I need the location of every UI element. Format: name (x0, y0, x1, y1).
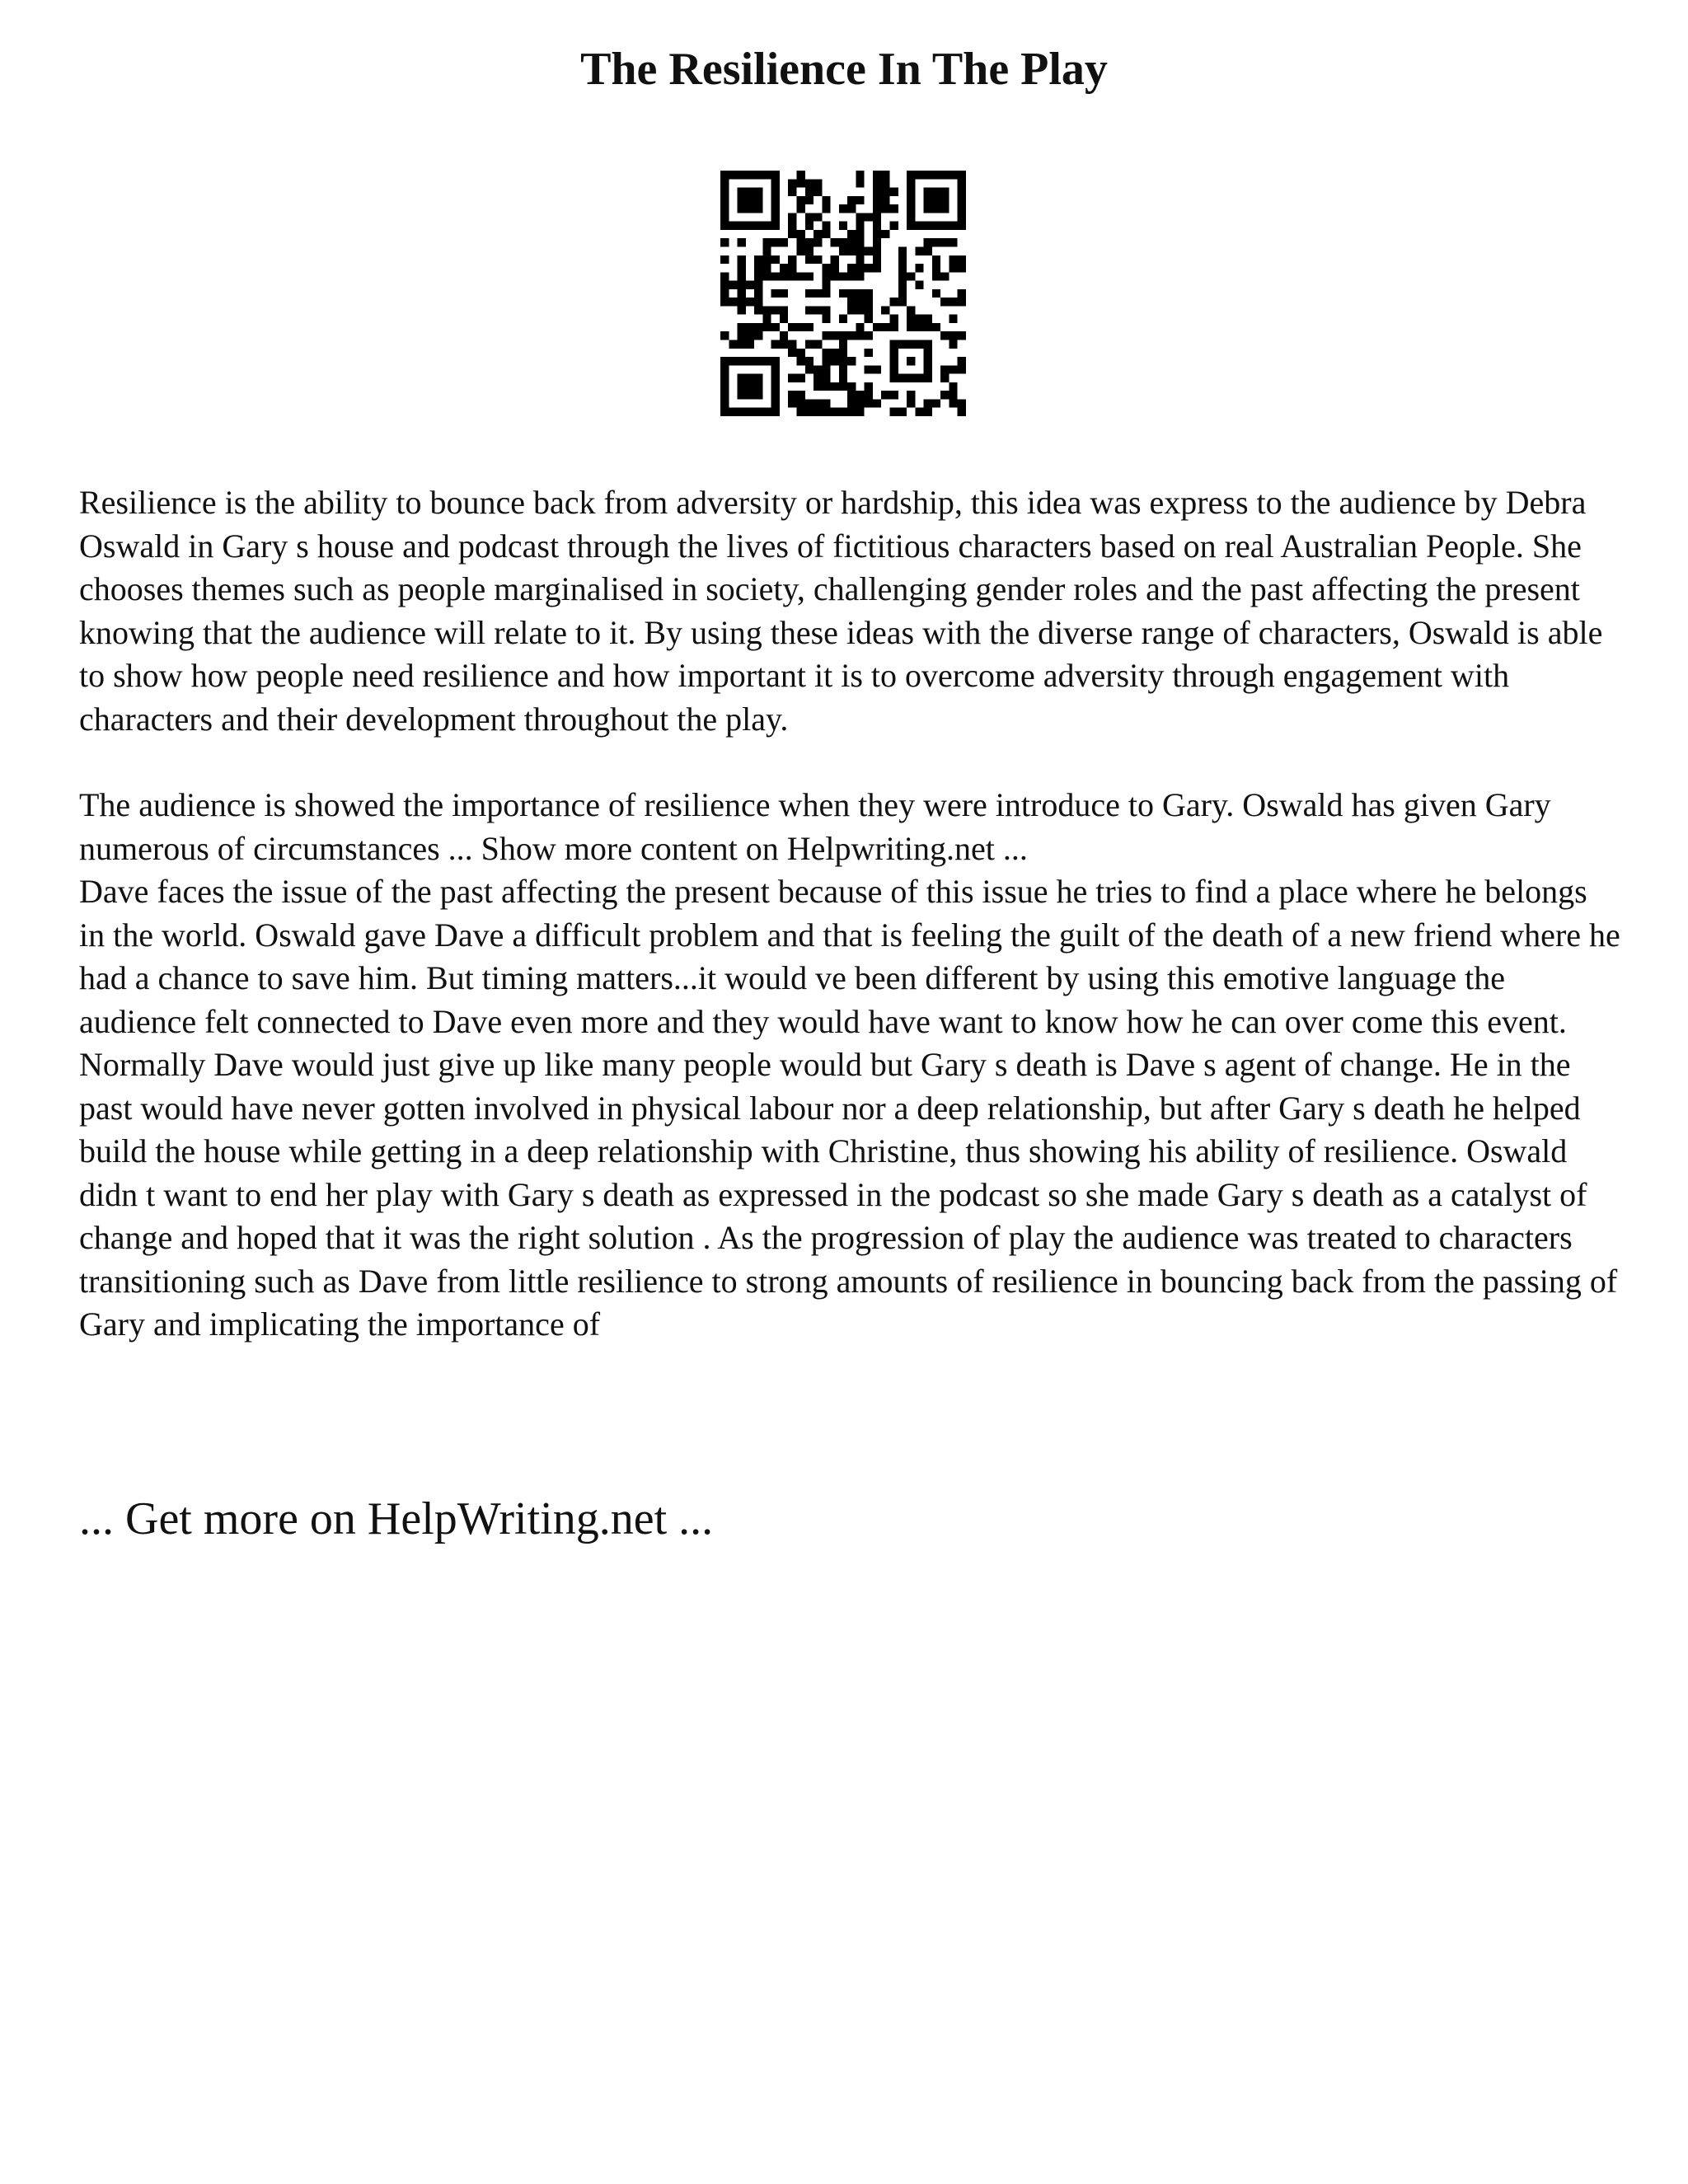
qr-code (720, 171, 966, 416)
get-more-link[interactable]: ... Get more on HelpWriting.net ... (79, 1493, 714, 1544)
article-body (79, 481, 1620, 1347)
paragraph-dave: Dave faces the issue of the past affecting the present because of this issue he tries to find a place where he belongs in the world. Oswald gave Dave a difficult problem and that is feeling the guilt of the death of a new friend where he had a chance to save him. But timing matters...it would ve been different by using this emotive language the audience felt connected to Dave even more and they would have want to know how he can over come this event. Normally Dave would just give up like many people would but Gary s death is Dave s agent of change. He in the past would have never gotten involved in physical labour nor a deep relationship, but after Gary s death he helped build the house while getting in a deep relationship with Christine, thus showing his ability of resilience. Oswald didn t want to end her play with Gary s death as expressed in the podcast so she made Gary s death as a catalyst of change and hoped that it was the right solution . As the progression of play the audience was treated to characters transitioning such as Dave from little resilience to strong amounts of resilience in bouncing back from the passing of Gary and implicating the importance of (79, 873, 1620, 1343)
qr-code-graphic (720, 171, 966, 416)
paragraph-excerpt: The audience is showed the importance of resilience when they were introduce to Gary. Oswald has given Gary numerous of circumstances ... Show more content on Helpwriting.net ... (79, 786, 1551, 867)
page-title: The Resilience In The Play (580, 44, 1108, 95)
paragraph-intro: Resilience is the ability to bounce back from adversity or hardship, this idea was express to the audience by Debra Oswald in Gary s house and podcast through the lives of fictitious characters based on real Australian People. She chooses themes such as people marginalised in society, challenging gender roles and the past affecting the present knowing that the audience will relate to it. By using these ideas with the diverse range of characters, Oswald is able to show how people need resilience and how important it is to overcome adversity through engagement with characters and their development throughout the play. (79, 484, 1603, 738)
